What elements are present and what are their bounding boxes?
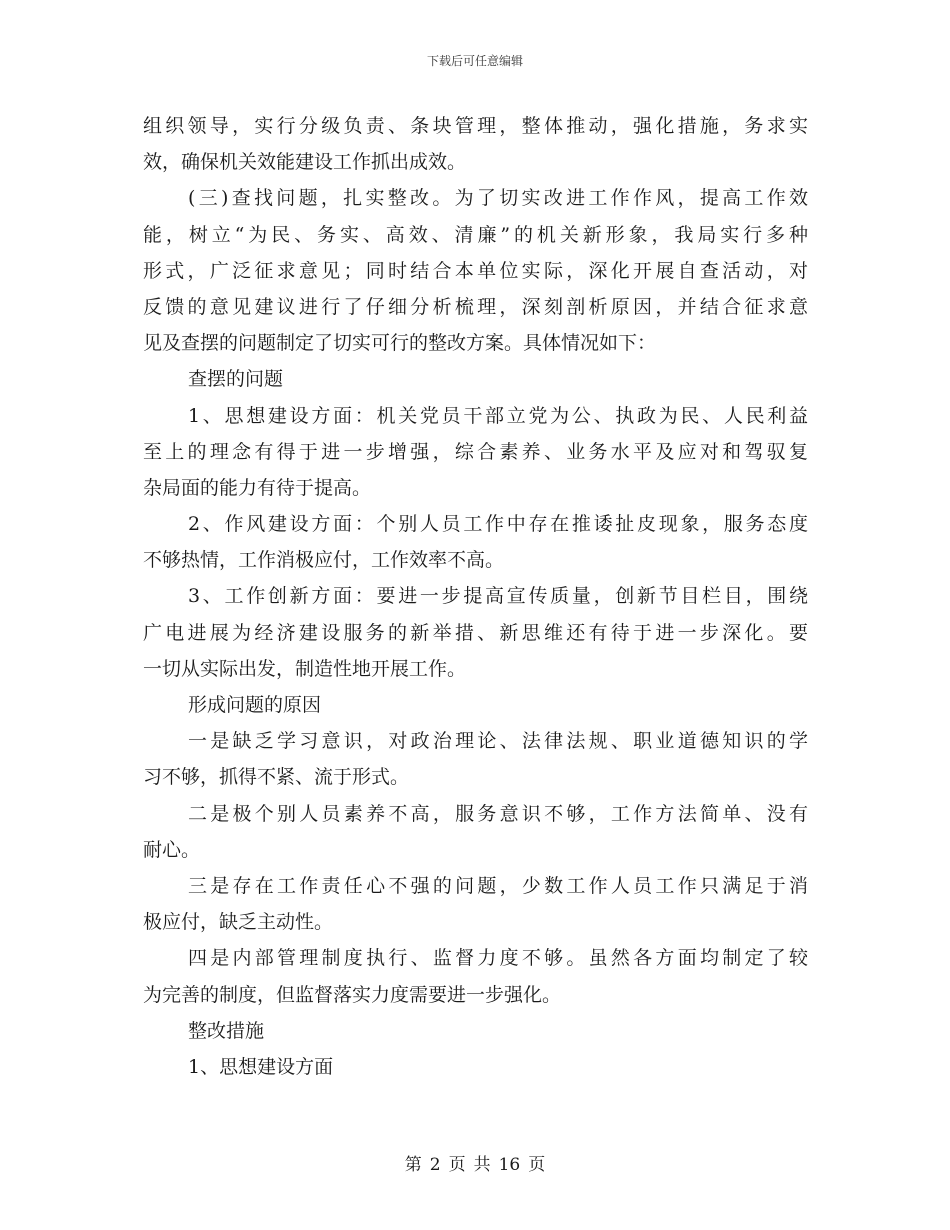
paragraph-line: 能，树立“为民、务实、高效、清廉”的机关新形象，我局实行多种 [143, 223, 808, 246]
section-heading: 整改措施 [188, 1019, 265, 1042]
paragraph-line: 至上的理念有得于进一步增强，综合素养、业务水平及应对和驾驭复 [143, 440, 808, 463]
paragraph-line: 1、思想建设方面：机关党员干部立党为公、执政为民、人民利益 [188, 404, 808, 427]
paragraph-line: 三是存在工作责任心不强的问题，少数工作人员工作只满足于消 [188, 874, 808, 897]
paragraph-line: 效，确保机关效能建设工作抓出成效。 [143, 151, 467, 174]
footer-total-pages: 16 [498, 1155, 521, 1175]
paragraph-line: 见及查摆的问题制定了切实可行的整改方案。具体情况如下： [143, 332, 657, 355]
footer-current-page: 2 [429, 1155, 441, 1175]
page-header-note: 下载后可任意编辑 [426, 54, 523, 68]
paragraph-line: 组织领导，实行分级负责、条块管理，整体推动，强化措施，务求实 [143, 115, 808, 137]
section-heading: 形成问题的原因 [188, 694, 322, 716]
footer-total-word: 共 [473, 1155, 491, 1175]
footer-suffix: 页 [528, 1155, 546, 1175]
paragraph-line: 形式，广泛征求意见；同时结合本单位实际，深化开展自查活动，对 [143, 259, 808, 282]
document-body [143, 108, 808, 1085]
section-heading: 查摆的问题 [188, 368, 284, 391]
paragraph-line: 极应付，缺乏主动性。 [143, 911, 334, 934]
paragraph-line: 2、作风建设方面：个别人员工作中存在推诿扯皮现象，服务态度 [188, 513, 808, 536]
paragraph-line: 耐心。 [143, 838, 201, 861]
paragraph-line: 四是内部管理制度执行、监督力度不够。虽然各方面均制定了较 [188, 947, 808, 970]
page-footer [0, 1153, 950, 1177]
footer-prefix: 第 [404, 1155, 422, 1175]
paragraph-line: 一切从实际出发，制造性地开展工作。 [143, 657, 467, 680]
paragraph-line: 一是缺乏学习意识，对政治理论、法律法规、职业道德知识的学 [188, 730, 808, 753]
paragraph-line: 反馈的意见建议进行了仔细分析梳理，深刻剖析原因，并结合征求意 [143, 295, 808, 318]
subsection-heading: 1、思想建设方面 [188, 1055, 334, 1078]
paragraph-line: 二是极个别人员素养不高，服务意识不够，工作方法简单、没有 [188, 802, 808, 825]
paragraph-line: 杂局面的能力有待于提高。 [143, 476, 372, 499]
paragraph-line: 为完善的制度，但监督落实力度需要进一步强化。 [143, 983, 562, 1006]
paragraph-line: 习不够，抓得不紧、流于形式。 [143, 766, 410, 789]
paragraph-line: 广电进展为经济建设服务的新举措、新思维还有待于进一步深化。要 [143, 621, 808, 644]
paragraph-line: (三)查找问题，扎实整改。为了切实改进工作作风，提高工作效 [188, 187, 808, 210]
paragraph-line: 不够热情，工作消极应付，工作效率不高。 [143, 549, 505, 572]
paragraph-line: 3、工作创新方面：要进一步提高宣传质量，创新节目栏目，围绕 [188, 585, 808, 608]
footer-page-word: 页 [448, 1155, 466, 1175]
